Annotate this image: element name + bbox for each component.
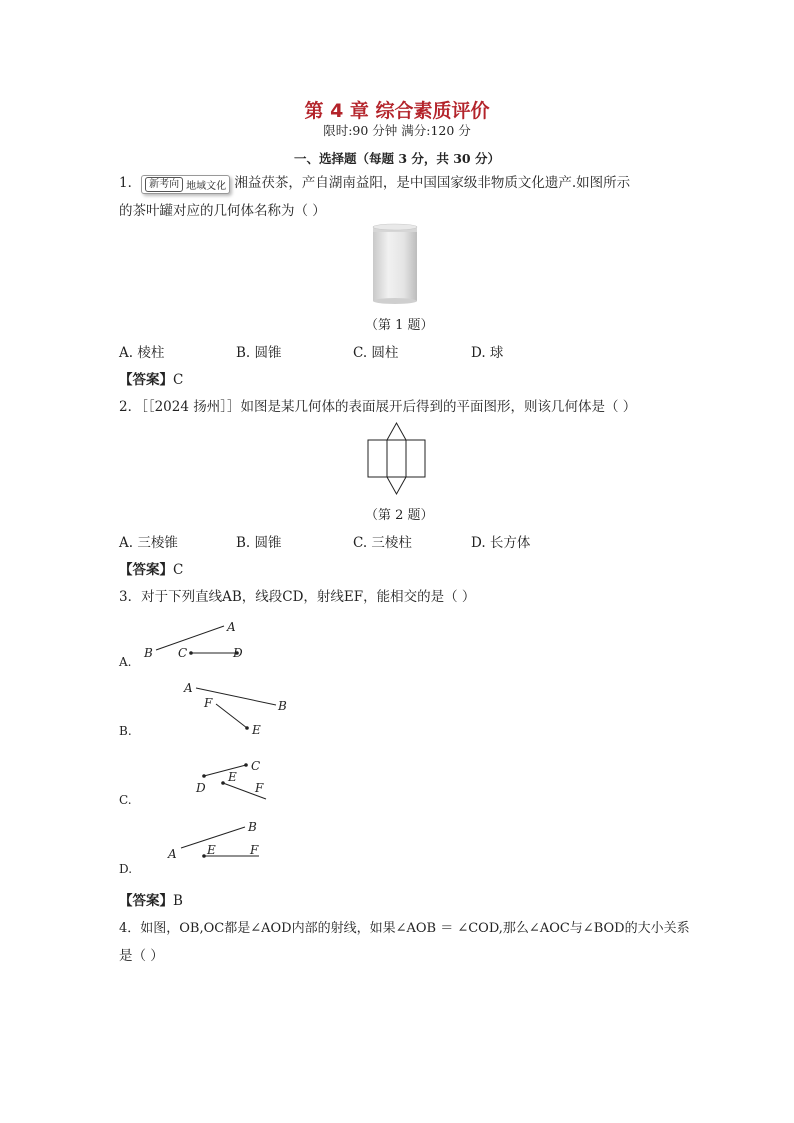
q3-figure-a: [140, 618, 260, 666]
tea-canister-image: [370, 223, 420, 309]
q2-option-a[interactable]: A. 三棱锥: [119, 535, 178, 551]
q3-option-b-label[interactable]: B.: [119, 724, 132, 738]
question-2-text: 2．［［2024 扬州］］如图是某几何体的表面展开后得到的平面图形，则该几何体是（ ）: [119, 399, 637, 415]
prism-net-diagram: [362, 420, 432, 502]
point-f-label: F: [255, 781, 264, 795]
q3-figure-b: [180, 680, 300, 744]
point-a-label: A: [227, 620, 236, 634]
q2-option-d[interactable]: D. 长方体: [471, 535, 531, 551]
section-heading: 一、选择题（每题 3 分，共 30 分）: [293, 151, 500, 166]
point-d-label: D: [233, 646, 243, 660]
point-e-label: E: [228, 770, 237, 784]
q1-option-b[interactable]: B. 圆锥: [236, 345, 282, 361]
figure-1-caption: （第 1 题）: [365, 318, 434, 333]
q3-figure-c: [190, 755, 280, 807]
q1-option-a[interactable]: A. 棱柱: [119, 345, 165, 361]
point-e-label: E: [252, 723, 261, 737]
page-title: 第 4 章 综合素质评价: [304, 100, 490, 122]
q3-answer: [119, 889, 183, 909]
q1-answer: [119, 368, 183, 388]
exam-info: 限时:90 分钟 满分:120 分: [323, 123, 471, 138]
new-trend-tag: 新考向: [145, 177, 183, 192]
question-1-line-2: 的茶叶罐对应的几何体名称为（ ）: [119, 203, 326, 219]
regional-culture-tag: 地域文化: [186, 181, 227, 192]
answer-label: 【答案】: [119, 562, 173, 578]
question-4-line-2: 是（ ）: [119, 948, 164, 964]
question-number: 1．: [119, 175, 142, 191]
point-c-label: C: [251, 759, 261, 773]
question-4-line-1: 4．如图，OB,OC都是∠AOD内部的射线，如果∠AOB ＝ ∠COD,那么∠AOC与∠BOD的大小关系: [119, 921, 690, 936]
answer-label: 【答案】: [119, 372, 173, 388]
point-a-label: A: [168, 847, 177, 861]
q2-option-c[interactable]: C. 三棱柱: [353, 535, 412, 551]
q1-option-d[interactable]: D. 球: [471, 345, 504, 361]
point-b-label: B: [248, 820, 257, 834]
q3-option-c-label[interactable]: C.: [119, 793, 132, 807]
point-c-label: C: [178, 646, 188, 660]
q3-figure-d: [165, 815, 275, 869]
answer-label: 【答案】: [119, 893, 173, 909]
point-a-label: A: [184, 681, 193, 695]
point-d-label: D: [196, 781, 206, 795]
point-b-label: B: [278, 699, 287, 713]
figure-2-caption: （第 2 题）: [365, 508, 434, 523]
question-tags: [141, 175, 230, 194]
q2-answer: [119, 558, 183, 578]
answer-value: B: [173, 893, 183, 909]
question-3-text: 3．对于下列直线AB，线段CD，射线EF，能相交的是（ ）: [119, 589, 476, 605]
q1-option-c[interactable]: C. 圆柱: [353, 345, 399, 361]
point-e-label: E: [207, 843, 216, 857]
q3-option-d-label[interactable]: D.: [119, 862, 133, 876]
q2-option-b[interactable]: B. 圆锥: [236, 535, 282, 551]
answer-value: C: [173, 372, 184, 388]
answer-value: C: [173, 562, 184, 578]
point-b-label: B: [144, 646, 153, 660]
point-f-label: F: [204, 696, 213, 710]
point-f-label: F: [250, 843, 259, 857]
question-text: 湘益茯茶，产自湖南益阳，是中国国家级非物质文化遗产.如图所示: [234, 175, 631, 191]
q3-option-a-label[interactable]: A.: [119, 655, 132, 669]
question-1-line-1: [119, 171, 630, 194]
